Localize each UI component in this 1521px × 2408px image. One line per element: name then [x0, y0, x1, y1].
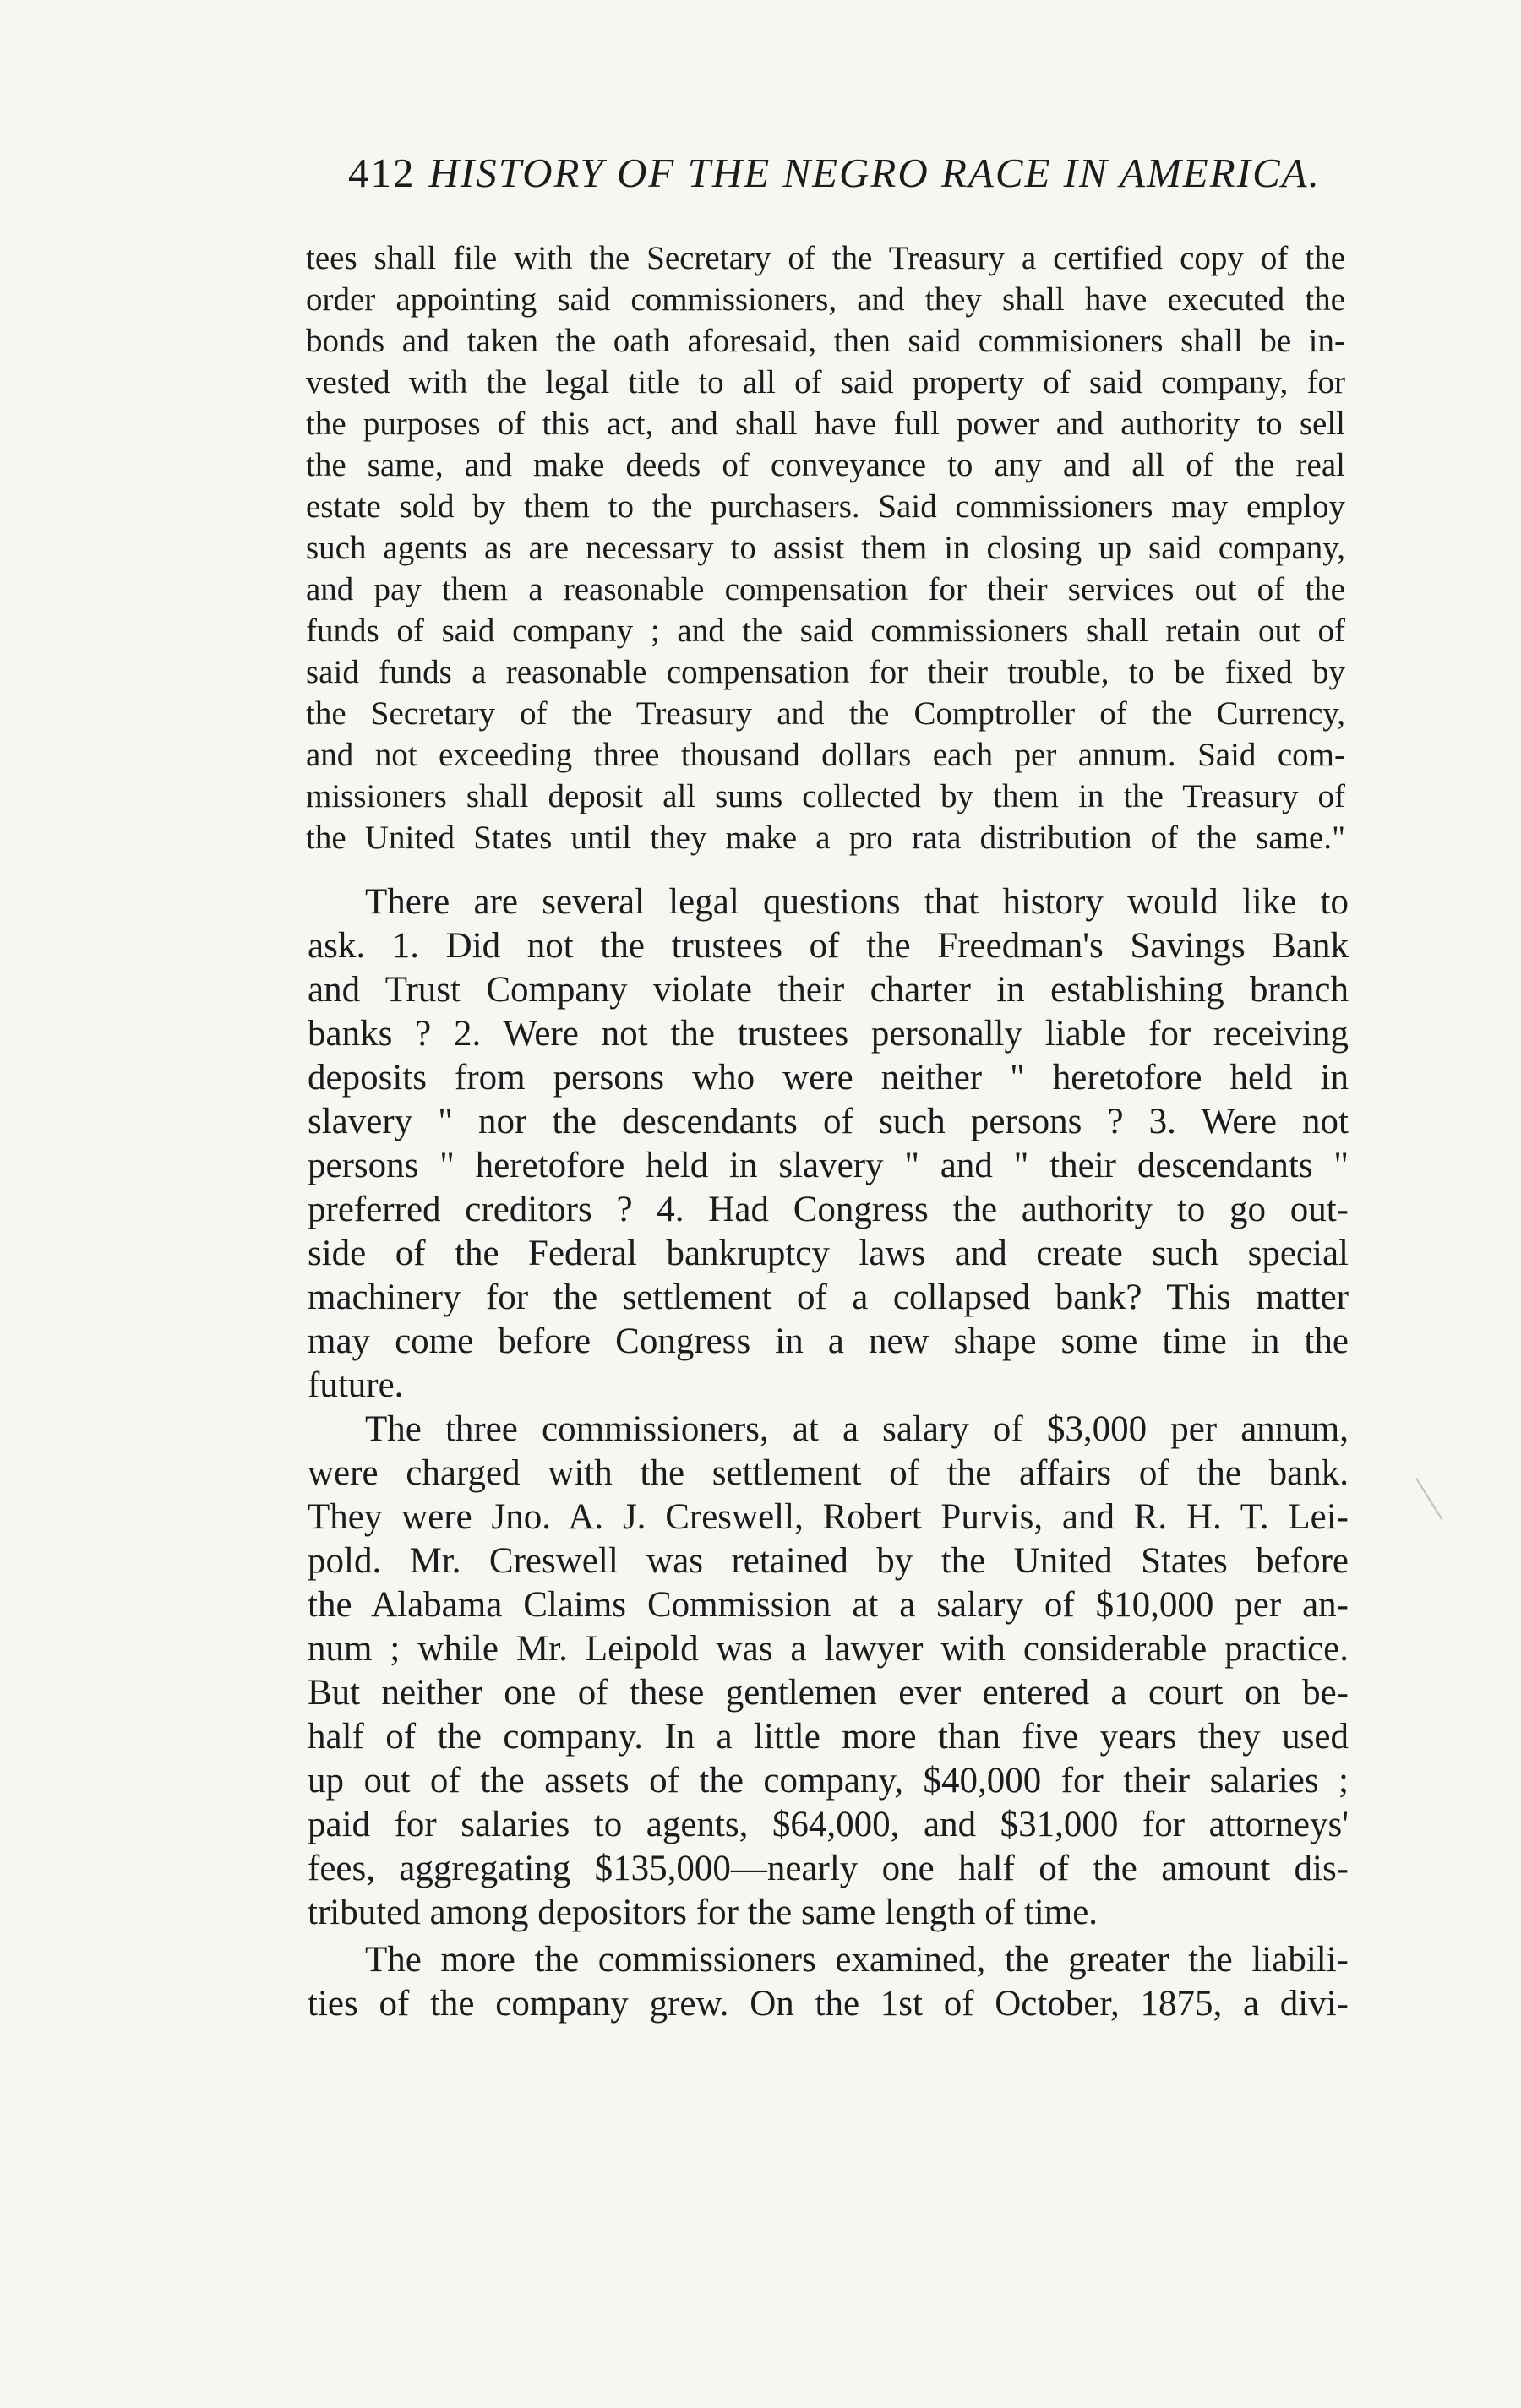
body-line: There are several legal questions that history would like to [365, 882, 1349, 922]
quote-line: and not exceeding three thousand dollars each per annum. Said com- [306, 737, 1345, 773]
body-line: ties of the company grew. On the 1st of October, 1875, a divi- [308, 1984, 1349, 2024]
quote-line: the same, and make deeds of conveyance to any and all of the real [306, 447, 1345, 483]
body-line: were charged with the settlement of the affairs of the bank. [308, 1453, 1349, 1493]
body-line: slavery " nor the descendants of such persons ? 3. Were not [308, 1102, 1349, 1141]
stray-pencil-mark [1415, 1478, 1442, 1520]
quote-line: the United States until they make a pro rata distribution of the same." [306, 820, 1345, 856]
body-line: preferred creditors ? 4. Had Congress the authority to go out- [308, 1190, 1349, 1229]
body-line: machinery for the settlement of a collapsed bank? This matter [308, 1278, 1349, 1317]
body-line: pold. Mr. Creswell was retained by the United States before [308, 1541, 1349, 1581]
running-header [348, 149, 1362, 208]
body-line: num ; while Mr. Leipold was a lawyer with considerable practice. [308, 1629, 1349, 1669]
body-line: the Alabama Claims Commission at a salary of $10,000 per an- [308, 1585, 1349, 1625]
quote-line: said funds a reasonable compensation for their trouble, to be fixed by [306, 654, 1345, 690]
body-line: banks ? 2. Were not the trustees personally liable for receiving [308, 1014, 1349, 1054]
quote-line: such agents as are necessary to assist them in closing up said company, [306, 530, 1345, 566]
body-line: may come before Congress in a new shape some time in the [308, 1321, 1349, 1361]
quote-line: tees shall file with the Secretary of the Treasury a certified copy of the [306, 240, 1345, 276]
body-line: tributed among depositors for the same length of time. [308, 1893, 1098, 1932]
quote-line: and pay them a reasonable compensation for their services out of the [306, 571, 1345, 607]
body-line: But neither one of these gentlemen ever entered a court on be- [308, 1673, 1349, 1713]
body-line: side of the Federal bankruptcy laws and create such special [308, 1234, 1349, 1273]
body-line: paid for salaries to agents, $64,000, and $31,000 for attorneys' [308, 1805, 1349, 1844]
body-line: ask. 1. Did not the trustees of the Freedman's Savings Bank [308, 926, 1349, 966]
body-line: The three commissioners, at a salary of $3,000 per annum, [365, 1409, 1349, 1449]
page-number: 412 [348, 150, 416, 196]
quote-line: bonds and taken the oath aforesaid, then said commisioners shall be in- [306, 323, 1345, 359]
running-title: HISTORY OF THE NEGRO RACE IN AMERICA. [428, 150, 1321, 196]
body-line: They were Jno. A. J. Creswell, Robert Purvis, and R. H. T. Lei- [308, 1497, 1349, 1537]
body-line: deposits from persons who were neither " heretofore held in [308, 1058, 1349, 1098]
quote-line: estate sold by them to the purchasers. Said commissioners may employ [306, 488, 1345, 525]
body-line: up out of the assets of the company, $40,000 for their salaries ; [308, 1761, 1349, 1801]
quote-line: the Secretary of the Treasury and the Comptroller of the Currency, [306, 695, 1345, 732]
quote-line: order appointing said commissioners, and they shall have executed the [306, 281, 1345, 318]
body-line: future. [308, 1365, 404, 1405]
quote-line: vested with the legal title to all of said property of said company, for [306, 364, 1345, 400]
body-line: half of the company. In a little more than five years they used [308, 1717, 1349, 1757]
body-line: and Trust Company violate their charter in establishing branch [308, 970, 1349, 1010]
quote-line: missioners shall deposit all sums collected by them in the Treasury of [306, 778, 1345, 814]
quote-line: the purposes of this act, and shall have full power and authority to sell [306, 406, 1345, 442]
body-line: fees, aggregating $135,000—nearly one half of the amount dis- [308, 1849, 1349, 1888]
quote-line: funds of said company ; and the said commissioners shall retain out of [306, 613, 1345, 649]
body-line: The more the commissioners examined, the greater the liabili- [365, 1940, 1349, 1980]
body-line: persons " heretofore held in slavery " and " their descendants " [308, 1146, 1349, 1185]
